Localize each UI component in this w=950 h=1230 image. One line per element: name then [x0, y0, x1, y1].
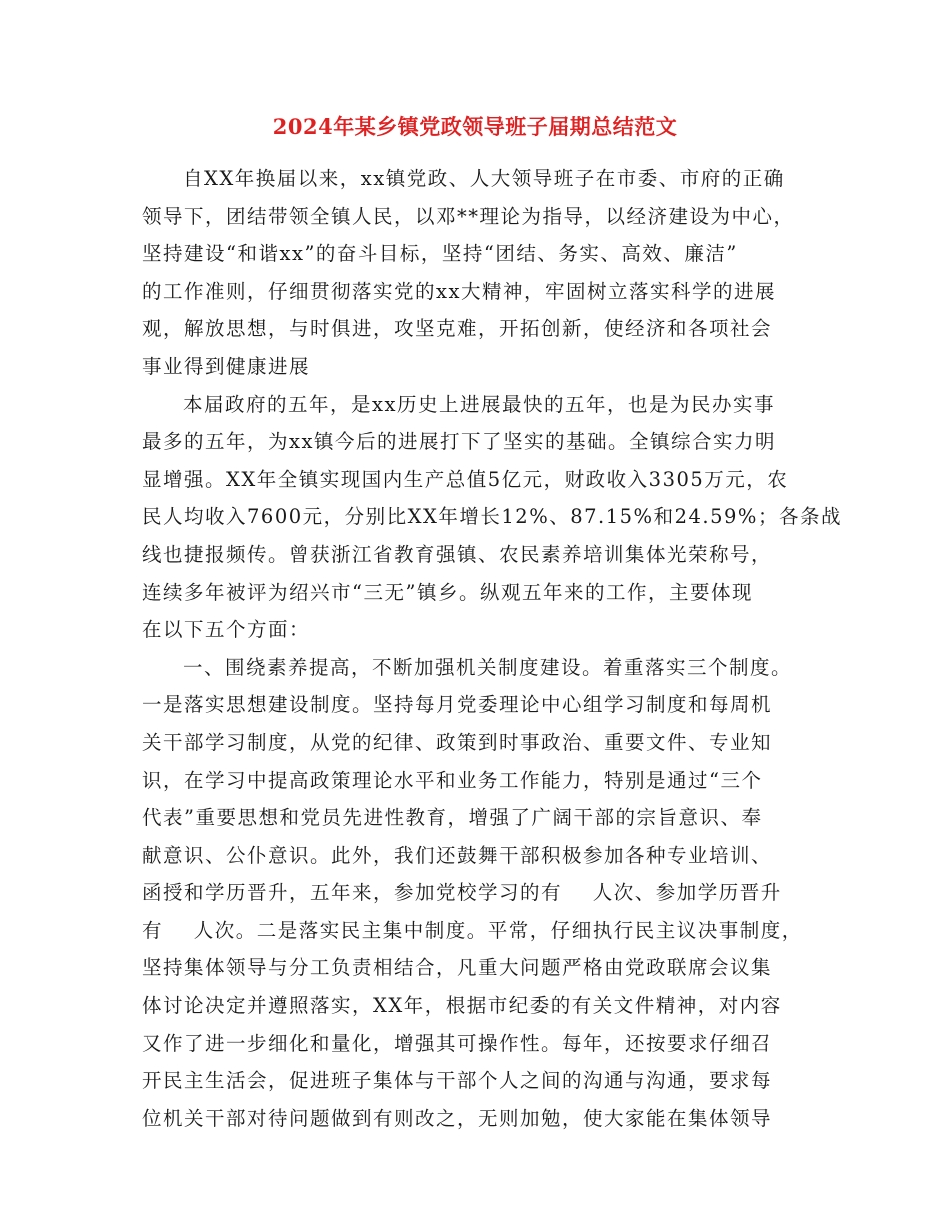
text-line: 代表”重要思想和党员先进性教育，增强了广阔干部的宗旨意识、奉 [142, 806, 763, 830]
text-line: 在以下五个方面： [142, 618, 311, 642]
text-line: 的工作准则，仔细贯彻落实党的xx大精神，牢固树立落实科学的进展 [142, 279, 776, 303]
text-line: 体讨论决定并遵照落实，XX年，根据市纪委的有关文件精神，对内容 [142, 994, 782, 1018]
document-body [142, 160, 842, 1137]
text-line: 识，在学习中提高政策理论水平和业务工作能力，特别是通过“三个 [142, 768, 763, 792]
paragraph-first-line: 本届政府的五年，是xx历史上进展最快的五年，也是为民办实事 [183, 392, 775, 416]
text-line: 连续多年被评为绍兴市“三无”镇乡。纵观五年来的工作，主要体现 [142, 580, 753, 604]
text-line: 又作了进一步细化和量化，增强其可操作性。每年，还按要求仔细召 [142, 1031, 773, 1055]
text-line: 观，解放思想，与时俱进，攻坚克难，开拓创新，使经济和各项社会 [142, 317, 773, 341]
text-line: 事业得到健康进展 [142, 354, 311, 378]
text-line: 民人均收入7600元，分别比XX年增长12%、87.15%和24.59%；各条战 [142, 505, 842, 529]
text-line: 一是落实思想建设制度。坚持每月党委理论中心组学习制度和每周机 [142, 693, 773, 717]
text-line: 有 人次。二是落实民主集中制度。平常，仔细执行民主议决事制度， [142, 918, 803, 942]
text-line: 领导下，团结带领全镇人民，以邓**理论为指导，以经济建设为中心， [142, 204, 795, 228]
text-line: 关干部学习制度，从党的纪律、政策到时事政治、重要文件、专业知 [142, 730, 773, 754]
text-line: 函授和学历晋升，五年来，参加党校学习的有 人次、参加学历晋升 [142, 881, 782, 905]
paragraph-first-line: 一、围绕素养提高，不断加强机关制度建设。着重落实三个制度。 [183, 655, 793, 679]
text-line: 线也捷报频传。曾获浙江省教育强镇、农民素养培训集体光荣称号， [142, 542, 773, 566]
text-line: 献意识、公仆意识。此外，我们还鼓舞干部积极参加各种专业培训、 [142, 843, 773, 867]
text-line: 显增强。XX年全镇实现国内生产总值5亿元，财政收入3305万元，农 [142, 467, 789, 491]
text-line: 坚持集体领导与分工负责相结合，凡重大问题严格由党政联席会议集 [142, 956, 773, 980]
text-line: 最多的五年，为xx镇今后的进展打下了坚实的基础。全镇综合实力明 [142, 430, 776, 454]
text-line: 坚持建设“和谐xx”的奋斗目标，坚持“团结、务实、高效、廉洁” [142, 242, 738, 266]
text-line: 位机关干部对待问题做到有则改之，无则加勉，使大家能在集体领导 [142, 1106, 773, 1130]
text-line: 开民主生活会，促进班子集体与干部个人之间的沟通与沟通，要求每 [142, 1069, 773, 1093]
paragraph-first-line: 自XX年换届以来，xx镇党政、人大领导班子在市委、市府的正确 [183, 167, 785, 190]
document-title: 2024年某乡镇党政领导班子届期总结范文 [272, 114, 678, 139]
